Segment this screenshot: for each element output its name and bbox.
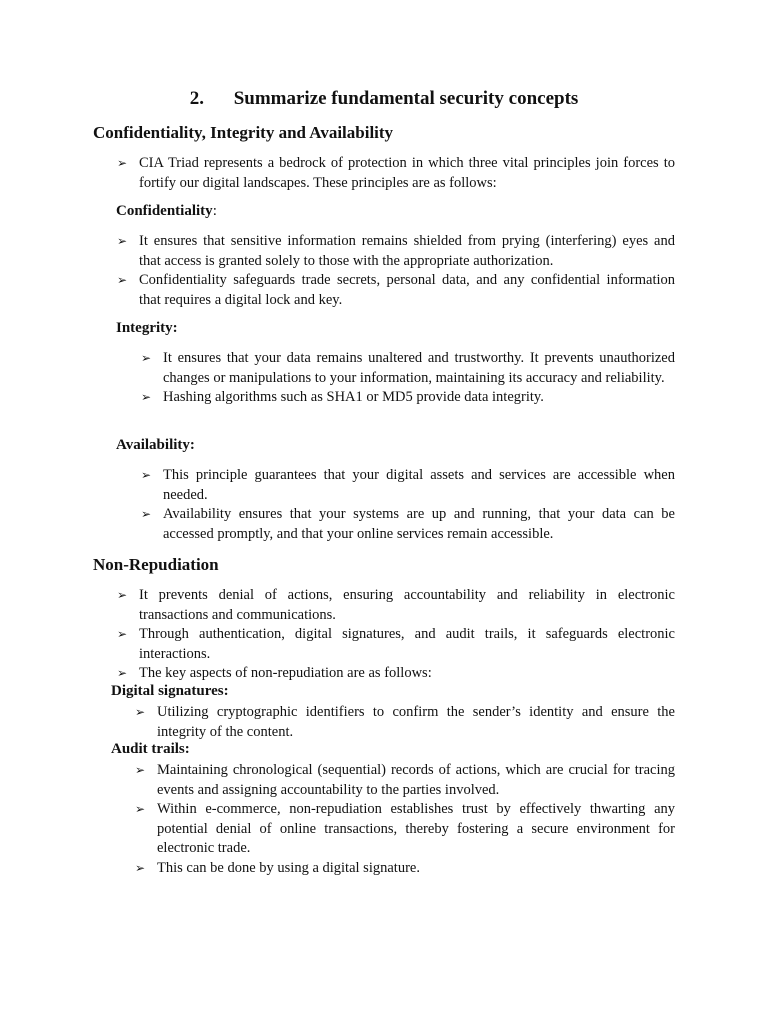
list-item: ➢ CIA Triad represents a bedrock of protection in which three vital principles join forces to fortify our digital landscapes. These principles are as follows:: [117, 155, 675, 191]
bullet-arrow-icon: ➢: [117, 627, 128, 641]
bullet-arrow-icon: ➢: [135, 802, 146, 816]
bullet-arrow-icon: ➢: [141, 468, 152, 482]
list-item: ➢ Maintaining chronological (sequential) records of actions, which are crucial for tracing events and assigning accountability to the parties involved.: [135, 762, 675, 798]
non-repudiation-list: [117, 586, 675, 684]
bullet-arrow-icon: ➢: [117, 588, 128, 602]
list-item: ➢ This can be done by using a digital signature.: [157, 859, 675, 879]
list-item: ➢ The key aspects of non-repudiation are as follows:: [139, 664, 675, 684]
section-number: 2.: [189, 88, 204, 109]
availability-list: [141, 466, 675, 544]
non-repudiation-heading: Non-Repudiation: [93, 555, 219, 574]
list-item: ➢ It ensures that your data remains unaltered and trustworthy. It prevents unauthorized changes or manipulations to your information, maintaining its accuracy and reliability.: [141, 350, 675, 386]
list-item: ➢ This principle guarantees that your digital assets and services are accessible when needed.: [141, 467, 675, 503]
list-item: ➢ Availability ensures that your systems are up and running, that your data can be accessed promptly, and that your online services remain accessible.: [141, 506, 675, 542]
integrity-heading: Integrity:: [116, 320, 178, 336]
list-item: ➢ Confidentiality safeguards trade secrets, personal data, and any confidential information that requires a digital lock and key.: [117, 272, 675, 308]
bullet-arrow-icon: ➢: [135, 860, 146, 875]
bullet-arrow-icon: ➢: [117, 234, 128, 248]
digital-signatures-heading: Digital signatures:: [111, 683, 229, 699]
list-item: ➢ It prevents denial of actions, ensuring accountability and reliability in electronic transactions and communications.: [117, 587, 675, 623]
cia-intro-list: [117, 154, 675, 193]
list-item: ➢ Utilizing cryptographic identifiers to confirm the sender’s identity and ensure the integrity of the content.: [135, 704, 675, 740]
bullet-arrow-icon: ➢: [117, 273, 128, 287]
audit-trails-list: [135, 761, 675, 878]
bullet-arrow-icon: ➢: [117, 156, 128, 170]
bullet-arrow-icon: ➢: [141, 390, 152, 404]
list-item: ➢ Within e-commerce, non-repudiation establishes trust by effectively thwarting any potential denial of online transactions, thereby fostering a secure environment for electronic trade.: [135, 801, 675, 856]
list-item: ➢ It ensures that sensitive information remains shielded from prying (interfering) eyes and that access is granted solely to those with the appropriate authorization.: [117, 233, 675, 269]
cia-heading: Confidentiality, Integrity and Availability: [93, 123, 394, 142]
bullet-arrow-icon: ➢: [141, 507, 152, 521]
list-item: ➢ Hashing algorithms such as SHA1 or MD5 provide data integrity.: [163, 388, 675, 408]
availability-heading: Availability:: [116, 437, 195, 453]
confidentiality-list: [117, 232, 675, 310]
bullet-arrow-icon: ➢: [141, 351, 152, 365]
confidentiality-heading: Confidentiality:: [116, 203, 217, 219]
bullet-arrow-icon: ➢: [117, 666, 128, 680]
digital-signatures-list: [135, 703, 675, 742]
bullet-arrow-icon: ➢: [135, 705, 146, 719]
section-title-text: Summarize fundamental security concepts: [233, 88, 579, 109]
bullet-arrow-icon: ➢: [135, 763, 146, 777]
audit-trails-heading: Audit trails:: [111, 741, 190, 757]
integrity-list: [141, 349, 675, 408]
section-title: [0, 88, 768, 110]
list-item: ➢ Through authentication, digital signatures, and audit trails, it safeguards electronic interactions.: [117, 626, 675, 662]
